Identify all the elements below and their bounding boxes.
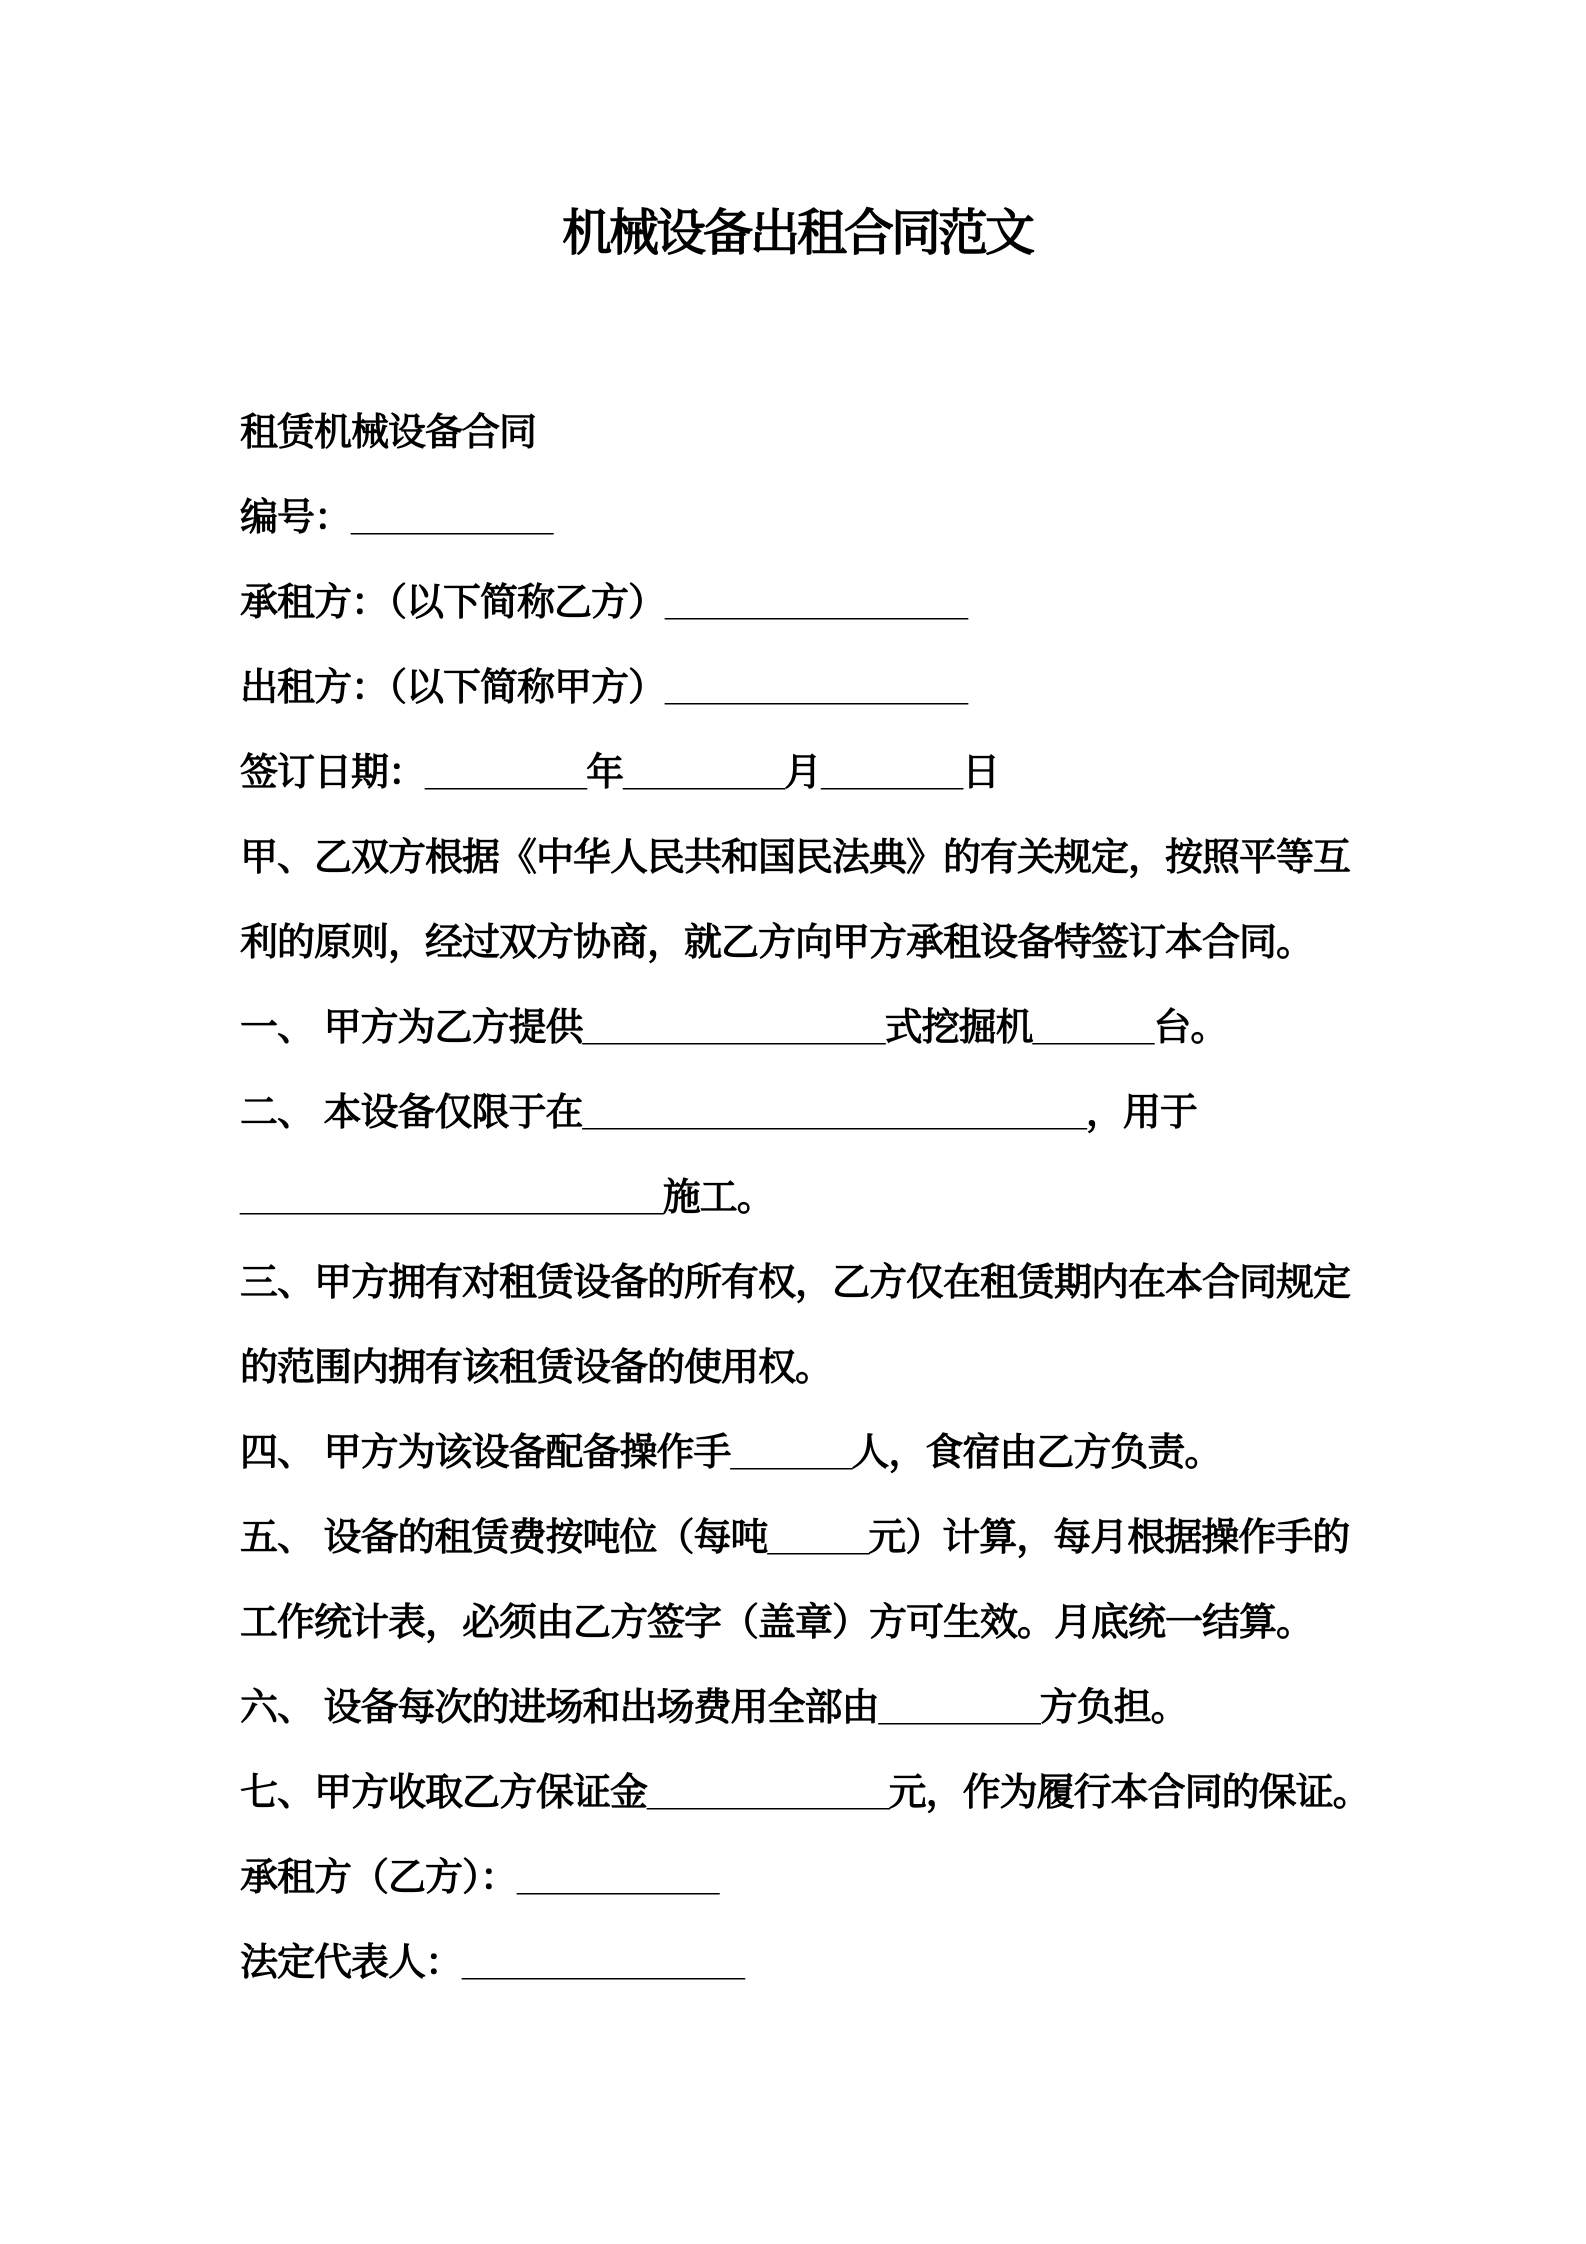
document-line: 的范围内拥有该租赁设备的使用权。 [240,1347,833,1389]
document-line: 利的原则，经过双方协商，就乙方向甲方承租设备特签订本合同。 [240,922,1314,964]
document-line: 甲、乙双方根据《中华人民共和国民法典》的有关规定，按照平等互 [240,837,1351,879]
document-line: 租赁机械设备合同 [240,412,537,454]
document-line: 七、甲方收取乙方保证金____________元，作为履行本合同的保证。 [240,1772,1370,1814]
document-line: 编号：__________ [240,497,553,539]
document-line: 工作统计表，必须由乙方签字（盖章）方可生效。月底统一结算。 [240,1602,1314,1644]
document-line: 法定代表人：______________ [240,1942,744,1984]
document-line: _____________________施工。 [240,1177,774,1219]
document-body [240,391,1370,2006]
document-line: 签订日期：________年________月_______日 [240,752,1000,794]
document-line: 六、 设备每次的进场和出场费用全部由________方负担。 [240,1687,1188,1729]
document-line: 一、 甲方为乙方提供_______________式挖掘机______台。 [240,1007,1228,1049]
document-line: 四、 甲方为该设备配备操作手______人，食宿由乙方负责。 [240,1432,1222,1474]
document-title: 机械设备出租合同范文 [562,205,1032,261]
document-line: 出租方：（以下简称甲方）_______________ [240,667,968,709]
document-line: 承租方：（以下简称乙方）_______________ [240,582,968,624]
document-line: 承租方（乙方）：__________ [240,1857,719,1899]
document-line: 二、 本设备仅限于在_________________________，用于 [240,1092,1197,1134]
document-line: 五、 设备的租赁费按吨位（每吨_____元）计算，每月根据操作手的 [240,1517,1350,1559]
document-line: 三、甲方拥有对租赁设备的所有权，乙方仅在租赁期内在本合同规定 [240,1262,1351,1304]
